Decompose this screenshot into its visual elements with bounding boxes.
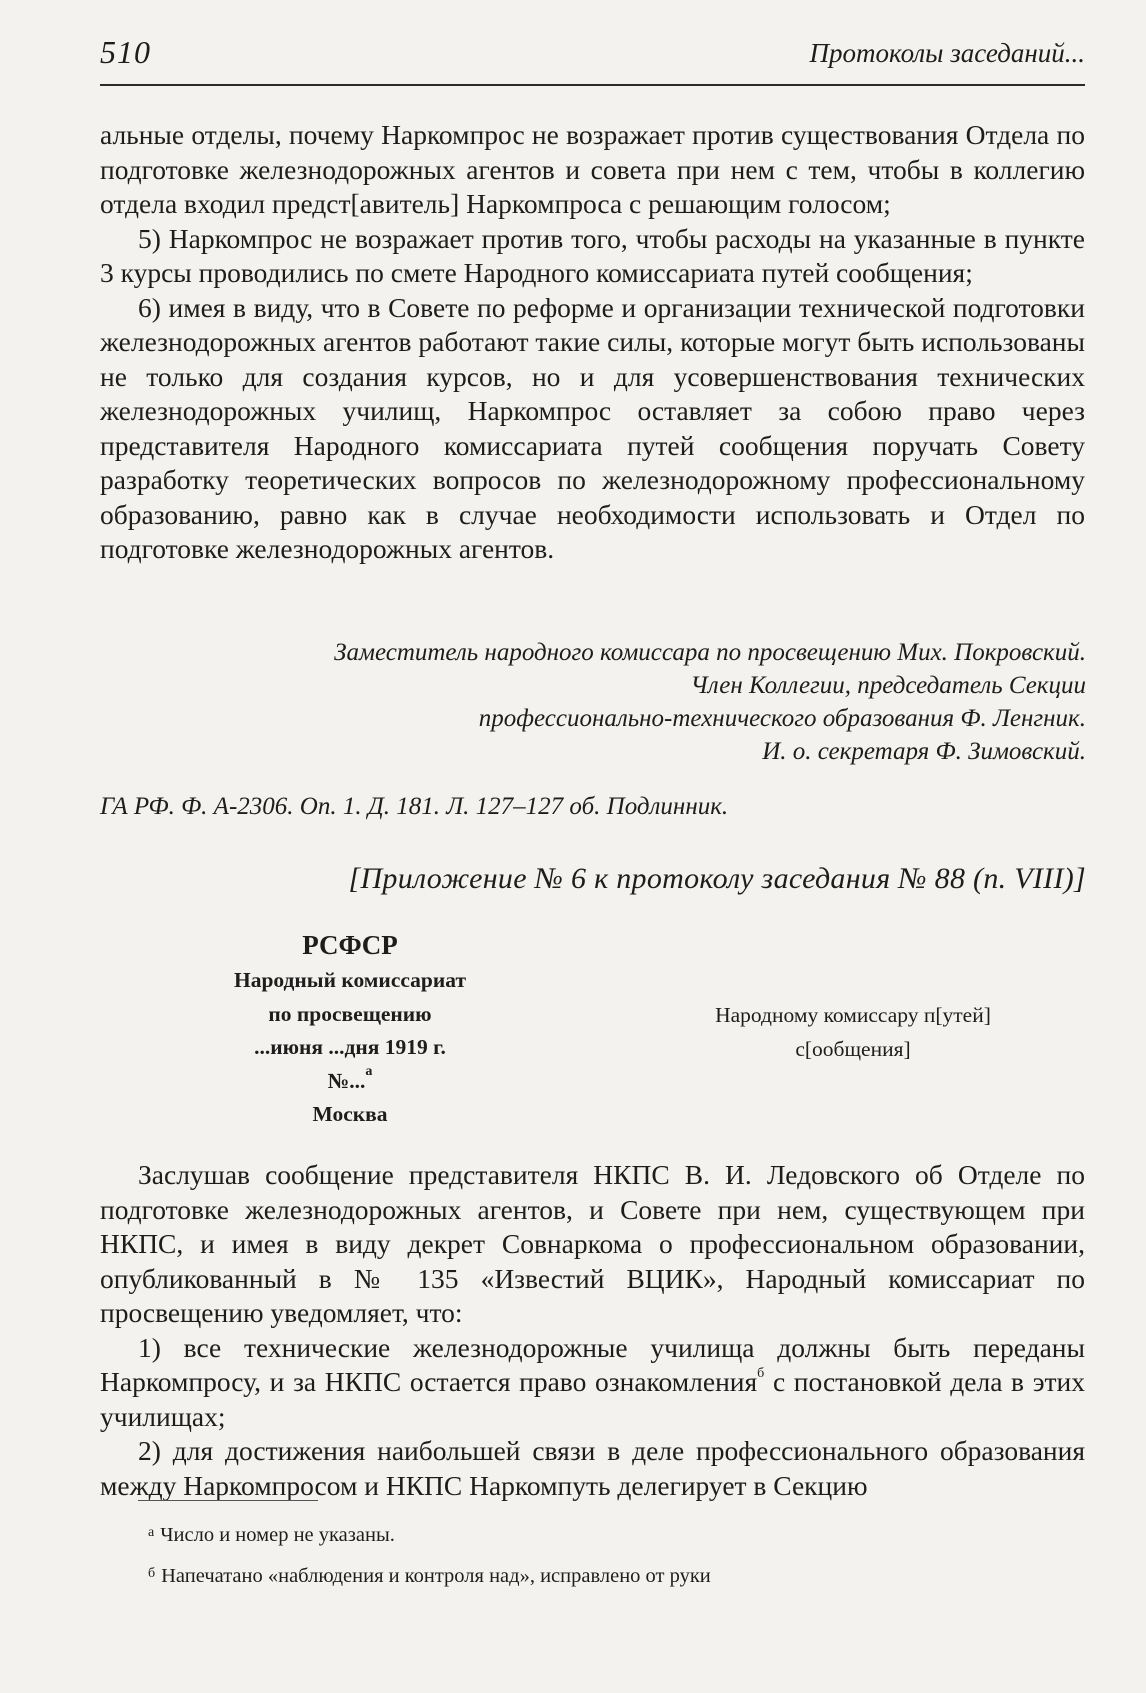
signature-block — [101, 636, 1086, 768]
running-title: Протоколы заседаний... — [809, 38, 1085, 68]
paragraph-continued: альные отделы, почему Наркомпрос не возражает против существования Отдела по подготовке железнодорожных агентов и совета при нем с тем, чтобы в коллегию отдела входил предст[авитель] Наркомпроса с решающим голосом; — [100, 119, 1085, 219]
footnote-ref-a: а — [365, 1064, 373, 1080]
appendix-title: [Приложение № 6 к протоколу заседания № 88 (п. VIII)] — [348, 862, 1086, 895]
paragraph-item-2: 2) для достижения наибольшей связи в деле профессионального образования между Наркомпросом и НКПС Наркомпуть делегирует в Секцию — [100, 1435, 1085, 1501]
footnote-a-text: Число и номер не указаны. — [160, 1524, 395, 1546]
footnote-a-mark: а — [148, 1525, 155, 1540]
item-1-text-b: с постановкой дела в этих училищах; — [100, 1366, 1085, 1432]
letterhead-education: по просвещению — [268, 1001, 432, 1026]
letterhead-number-text: №... — [327, 1068, 366, 1093]
footnote-b-text: Напечатано «наблюдения и контроля над», исправлено от руки — [161, 1565, 711, 1587]
letterhead-city: Москва — [312, 1102, 388, 1126]
footnote-ref-b: б — [757, 1365, 765, 1381]
footnote-b-mark: б — [148, 1566, 156, 1581]
page-number: 510 — [100, 34, 151, 70]
signature-line-secretary: И. о. секретаря Ф. Зимовский. — [762, 738, 1086, 765]
main-text-bottom — [100, 1158, 1085, 1503]
footnotes — [148, 1516, 1048, 1598]
signature-line-member: Член Коллегии, председатель Секции — [690, 672, 1086, 699]
item-1-text-a: 1) все технические железнодорожные училища должны быть переданы Наркомпросу, и за НКПС остается право ознакомления — [100, 1331, 1085, 1397]
letterhead-number — [150, 1065, 550, 1099]
addressee-block — [688, 998, 1018, 1066]
signature-line-section: профессионально-технического образования Ф. Ленгник. — [478, 705, 1086, 732]
letterhead-date: ...июня ...дня 1919 г. — [254, 1035, 446, 1059]
main-text-top — [100, 118, 1085, 567]
letterhead-rsfsr: РСФСР — [302, 930, 398, 960]
paragraph-item-5: 5) Наркомпрос не возражает против того, чтобы расходы на указанные в пункте 3 курсы проводились по смете Народного комиссариата путей сообщения; — [100, 222, 1085, 288]
footnote-a — [148, 1516, 1048, 1557]
addressee-line-1: Народному комиссару п[утей] — [715, 1003, 991, 1027]
page-header — [100, 34, 1085, 86]
paragraph-item-6: 6) имея в виду, что в Совете по реформе и организации технической подготовки железнодорожных агентов работают такие силы, которые могут быть использованы не только для создания курсов, но и для усовершенствования технических железнодорожных училищ, Наркомпрос оставляет за собою право через представителя Народного комиссариата путей сообщения поручать Совету разработку теоретических вопросов по железнодорожному профессиональному образованию, равно как в случае необходимости использовать и Отдел по подготовке железнодорожных агентов. — [100, 291, 1085, 564]
archive-reference: ГА РФ. Ф. А-2306. Оп. 1. Д. 181. Л. 127–127 об. Подлинник. — [100, 793, 729, 820]
paragraph-item-1 — [100, 1331, 1085, 1435]
addressee-line-2: с[ообщения] — [795, 1037, 911, 1061]
footnote-b — [148, 1557, 1048, 1598]
signature-line-deputy: Заместитель народного комиссара по просвещению Мих. Покровский. — [334, 639, 1086, 666]
paragraph-intro: Заслушав сообщение представителя НКПС В. И. Ледовского об Отделе по подготовке железнодорожных агентов, и Совете при нем, существующем при НКПС, и имея в виду декрет Совнаркома о профессиональном образовании, опубликованный в № 135 «Известий ВЦИК», Народный комиссариат по просвещению уведомляет, что: — [100, 1159, 1085, 1328]
letterhead-commissariat: Народный комиссариат — [233, 968, 467, 992]
document-letterhead — [150, 926, 550, 1132]
footnote-divider — [138, 1500, 318, 1501]
